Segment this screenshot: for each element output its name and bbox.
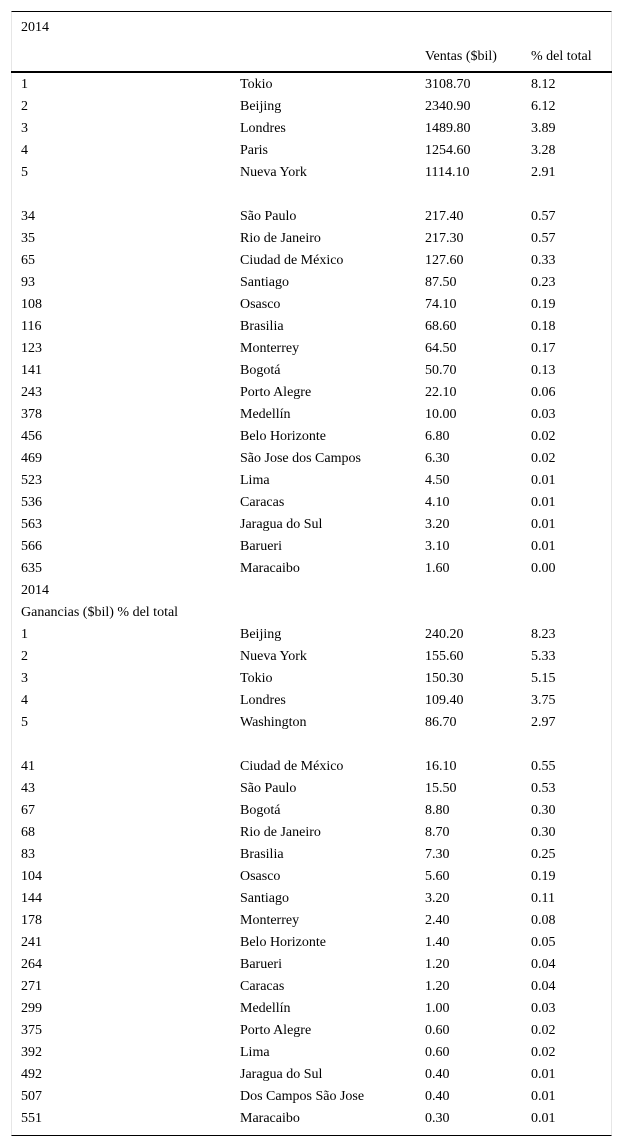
table-row: [11, 1086, 612, 1108]
table-row: [11, 206, 612, 228]
value-cell: 240.20: [425, 627, 464, 642]
rank-cell: 104: [21, 869, 42, 884]
pct-cell: 8.23: [531, 627, 556, 642]
rank-cell: 566: [21, 539, 42, 554]
rank-cell: 469: [21, 451, 42, 466]
table-row: [11, 492, 612, 514]
rank-cell: 635: [21, 561, 42, 576]
table-row: [11, 536, 612, 558]
rank-cell: 551: [21, 1111, 42, 1126]
city-cell: Porto Alegre: [240, 385, 312, 400]
value-cell: 6.80: [425, 429, 450, 444]
pct-cell: 0.23: [531, 275, 556, 290]
pct-cell: 0.33: [531, 253, 556, 268]
pct-cell: 5.33: [531, 649, 556, 664]
value-cell: 3.20: [425, 891, 450, 906]
table-row: [11, 250, 612, 272]
section2-year-row: [11, 580, 612, 602]
city-cell: Londres: [240, 121, 286, 136]
table-row: [11, 976, 612, 998]
rank-cell: 41: [21, 759, 35, 774]
rank-cell: 67: [21, 803, 35, 818]
table-row: [11, 910, 612, 932]
rank-cell: 68: [21, 825, 35, 840]
table-row: [11, 866, 612, 888]
city-cell: Londres: [240, 693, 286, 708]
value-cell: 0.60: [425, 1023, 450, 1038]
rank-cell: 35: [21, 231, 35, 246]
city-cell: Dos Campos São Jose: [240, 1089, 365, 1104]
city-cell: Brasilia: [240, 319, 284, 334]
rank-cell: 3: [21, 121, 28, 136]
table-row: [11, 228, 612, 250]
table-row: [11, 1042, 612, 1064]
table-row: [11, 272, 612, 294]
city-cell: Caracas: [240, 495, 285, 510]
city-cell: Santiago: [240, 891, 289, 906]
city-cell: São Paulo: [240, 781, 297, 796]
value-cell: 2.40: [425, 913, 450, 928]
pct-cell: 0.01: [531, 1067, 556, 1082]
value-cell: 0.40: [425, 1089, 450, 1104]
value-cell: 155.60: [425, 649, 464, 664]
city-cell: Rio de Janeiro: [240, 231, 321, 246]
table-row: [11, 624, 612, 646]
value-cell: 1489.80: [425, 121, 471, 136]
city-cell: Bogotá: [240, 363, 281, 378]
value-cell: 0.40: [425, 1067, 450, 1082]
table-row: [11, 118, 612, 140]
table-row: [11, 74, 612, 96]
rank-cell: 4: [21, 693, 28, 708]
city-cell: Beijing: [240, 627, 282, 642]
table-row: [11, 888, 612, 910]
pct-cell: 0.03: [531, 1001, 556, 1016]
rank-cell: 456: [21, 429, 42, 444]
city-cell: Rio de Janeiro: [240, 825, 321, 840]
city-cell: Santiago: [240, 275, 289, 290]
value-cell: 5.60: [425, 869, 450, 884]
sales-column-header: Ventas ($bil): [425, 49, 497, 64]
value-cell: 2340.90: [425, 99, 471, 114]
pct-cell: 0.55: [531, 759, 556, 774]
value-cell: 10.00: [425, 407, 457, 422]
city-cell: Belo Horizonte: [240, 935, 326, 950]
pct-cell: 0.57: [531, 209, 556, 224]
pct-cell: 0.00: [531, 561, 556, 576]
pct-cell: 0.25: [531, 847, 556, 862]
pct-cell: 3.28: [531, 143, 556, 158]
value-cell: 127.60: [425, 253, 464, 268]
value-cell: 4.50: [425, 473, 450, 488]
table-row: [11, 338, 612, 360]
city-cell: Lima: [240, 473, 270, 488]
city-cell: Porto Alegre: [240, 1023, 312, 1038]
pct-cell: 0.11: [531, 891, 555, 906]
value-cell: 68.60: [425, 319, 457, 334]
value-cell: 74.10: [425, 297, 457, 312]
table-row: [11, 294, 612, 316]
city-cell: Lima: [240, 1045, 270, 1060]
table-row: [11, 382, 612, 404]
rank-cell: 264: [21, 957, 42, 972]
value-cell: 64.50: [425, 341, 457, 356]
rank-cell: 5: [21, 165, 28, 180]
table-row: [11, 822, 612, 844]
pct-cell: 0.18: [531, 319, 556, 334]
value-cell: 16.10: [425, 759, 457, 774]
value-cell: 150.30: [425, 671, 464, 686]
section1-header-row: [11, 46, 612, 68]
city-cell: São Jose dos Campos: [240, 451, 361, 466]
pct-cell: 0.03: [531, 407, 556, 422]
rank-cell: 563: [21, 517, 42, 532]
rank-cell: 178: [21, 913, 42, 928]
table-row: [11, 558, 612, 580]
pct-cell: 0.02: [531, 1045, 556, 1060]
rank-cell: 65: [21, 253, 35, 268]
city-cell: Nueva York: [240, 649, 307, 664]
value-cell: 8.70: [425, 825, 450, 840]
pct-cell: 0.01: [531, 473, 556, 488]
pct-cell: 0.01: [531, 539, 556, 554]
rank-cell: 4: [21, 143, 28, 158]
pct-cell: 0.01: [531, 495, 556, 510]
rank-cell: 492: [21, 1067, 42, 1082]
rank-cell: 108: [21, 297, 42, 312]
city-cell: Monterrey: [240, 341, 300, 356]
value-cell: 109.40: [425, 693, 464, 708]
value-cell: 87.50: [425, 275, 457, 290]
rank-cell: 123: [21, 341, 42, 356]
value-cell: 15.50: [425, 781, 457, 796]
city-cell: Maracaibo: [240, 561, 300, 576]
pct-cell: 0.02: [531, 1023, 556, 1038]
rank-cell: 536: [21, 495, 42, 510]
pct-cell: 0.13: [531, 363, 556, 378]
city-cell: Osasco: [240, 297, 281, 312]
table-row: [11, 316, 612, 338]
table-row: [11, 1020, 612, 1042]
table-row: [11, 690, 612, 712]
value-cell: 4.10: [425, 495, 450, 510]
table-row: [11, 778, 612, 800]
section2-header-row: [11, 602, 612, 624]
city-cell: Brasilia: [240, 847, 284, 862]
value-cell: 217.40: [425, 209, 464, 224]
table-row: [11, 954, 612, 976]
section1-year: 2014: [21, 20, 49, 35]
pct-cell: 0.04: [531, 957, 556, 972]
value-cell: 1.00: [425, 1001, 450, 1016]
section2-year: 2014: [21, 583, 49, 598]
pct-cell: 0.06: [531, 385, 556, 400]
pct-cell: 2.97: [531, 715, 556, 730]
value-cell: 1114.10: [425, 165, 470, 180]
pct-cell: 0.57: [531, 231, 556, 246]
rank-cell: 144: [21, 891, 42, 906]
city-cell: Jaragua do Sul: [240, 1067, 323, 1082]
rank-cell: 3: [21, 671, 28, 686]
table-row: [11, 162, 612, 184]
rank-cell: 243: [21, 385, 42, 400]
city-cell: São Paulo: [240, 209, 297, 224]
city-cell: Nueva York: [240, 165, 307, 180]
table-row: [11, 426, 612, 448]
city-cell: Medellín: [240, 407, 291, 422]
table-row: [11, 1108, 612, 1130]
city-cell: Ciudad de México: [240, 759, 344, 774]
value-cell: 22.10: [425, 385, 457, 400]
rank-cell: 241: [21, 935, 42, 950]
table-row: [11, 1064, 612, 1086]
value-cell: 217.30: [425, 231, 464, 246]
city-cell: Jaragua do Sul: [240, 517, 323, 532]
pct-cell: 0.30: [531, 803, 556, 818]
value-cell: 1254.60: [425, 143, 471, 158]
table-row: [11, 514, 612, 536]
section2-header-label: Ganancias ($bil) % del total: [21, 605, 179, 620]
pct-cell: 0.30: [531, 825, 556, 840]
pct-cell: 8.12: [531, 77, 556, 92]
pct-cell: 3.89: [531, 121, 556, 136]
city-cell: Caracas: [240, 979, 285, 994]
city-cell: Barueri: [240, 957, 282, 972]
rank-cell: 299: [21, 1001, 42, 1016]
city-cell: Tokio: [240, 671, 273, 686]
pct-cell: 0.08: [531, 913, 556, 928]
table-row: [11, 404, 612, 426]
value-cell: 8.80: [425, 803, 450, 818]
pct-cell: 3.75: [531, 693, 556, 708]
rank-cell: 523: [21, 473, 42, 488]
pct-column-header: % del total: [531, 49, 592, 64]
city-cell: Belo Horizonte: [240, 429, 326, 444]
table-row: [11, 646, 612, 668]
table-row: [11, 844, 612, 866]
value-cell: 3108.70: [425, 77, 471, 92]
value-cell: 1.40: [425, 935, 450, 950]
value-cell: 1.20: [425, 957, 450, 972]
rank-cell: 93: [21, 275, 35, 290]
value-cell: 3.20: [425, 517, 450, 532]
rank-cell: 507: [21, 1089, 42, 1104]
pct-cell: 0.53: [531, 781, 556, 796]
pct-cell: 2.91: [531, 165, 556, 180]
table-row: [11, 470, 612, 492]
pct-cell: 0.01: [531, 1089, 556, 1104]
city-cell: Medellín: [240, 1001, 291, 1016]
table-row: [11, 668, 612, 690]
pct-cell: 6.12: [531, 99, 556, 114]
table-row: [11, 998, 612, 1020]
city-cell: Osasco: [240, 869, 281, 884]
header-rule: [11, 71, 612, 73]
table-row: [11, 932, 612, 954]
value-cell: 1.20: [425, 979, 450, 994]
city-cell: Tokio: [240, 77, 273, 92]
city-cell: Monterrey: [240, 913, 300, 928]
section1-year-row: [11, 17, 612, 39]
table-row: [11, 360, 612, 382]
pct-cell: 5.15: [531, 671, 556, 686]
pct-cell: 0.01: [531, 1111, 556, 1126]
pct-cell: 0.17: [531, 341, 556, 356]
pct-cell: 0.19: [531, 869, 556, 884]
rank-cell: 271: [21, 979, 42, 994]
pct-cell: 0.02: [531, 429, 556, 444]
table-row: [11, 712, 612, 734]
table-row: [11, 756, 612, 778]
value-cell: 1.60: [425, 561, 450, 576]
rank-cell: 378: [21, 407, 42, 422]
pct-cell: 0.05: [531, 935, 556, 950]
rank-cell: 1: [21, 77, 28, 92]
rank-cell: 34: [21, 209, 35, 224]
pct-cell: 0.19: [531, 297, 556, 312]
value-cell: 3.10: [425, 539, 450, 554]
value-cell: 0.30: [425, 1111, 450, 1126]
city-cell: Paris: [240, 143, 268, 158]
table-row: [11, 140, 612, 162]
rank-cell: 141: [21, 363, 42, 378]
rank-cell: 43: [21, 781, 35, 796]
value-cell: 50.70: [425, 363, 457, 378]
value-cell: 0.60: [425, 1045, 450, 1060]
rank-cell: 1: [21, 627, 28, 642]
table-row: [11, 800, 612, 822]
value-cell: 7.30: [425, 847, 450, 862]
rank-cell: 2: [21, 99, 28, 114]
rank-cell: 5: [21, 715, 28, 730]
table-row: [11, 448, 612, 470]
city-cell: Ciudad de México: [240, 253, 344, 268]
rank-cell: 375: [21, 1023, 42, 1038]
table-row: [11, 96, 612, 118]
rank-cell: 392: [21, 1045, 42, 1060]
city-cell: Maracaibo: [240, 1111, 300, 1126]
pct-cell: 0.04: [531, 979, 556, 994]
value-cell: 6.30: [425, 451, 450, 466]
value-cell: 86.70: [425, 715, 457, 730]
city-cell: Beijing: [240, 99, 282, 114]
rank-cell: 2: [21, 649, 28, 664]
city-cell: Bogotá: [240, 803, 281, 818]
pct-cell: 0.01: [531, 517, 556, 532]
pct-cell: 0.02: [531, 451, 556, 466]
rank-cell: 83: [21, 847, 35, 862]
rank-cell: 116: [21, 319, 42, 334]
city-cell: Washington: [240, 715, 307, 730]
city-cell: Barueri: [240, 539, 282, 554]
